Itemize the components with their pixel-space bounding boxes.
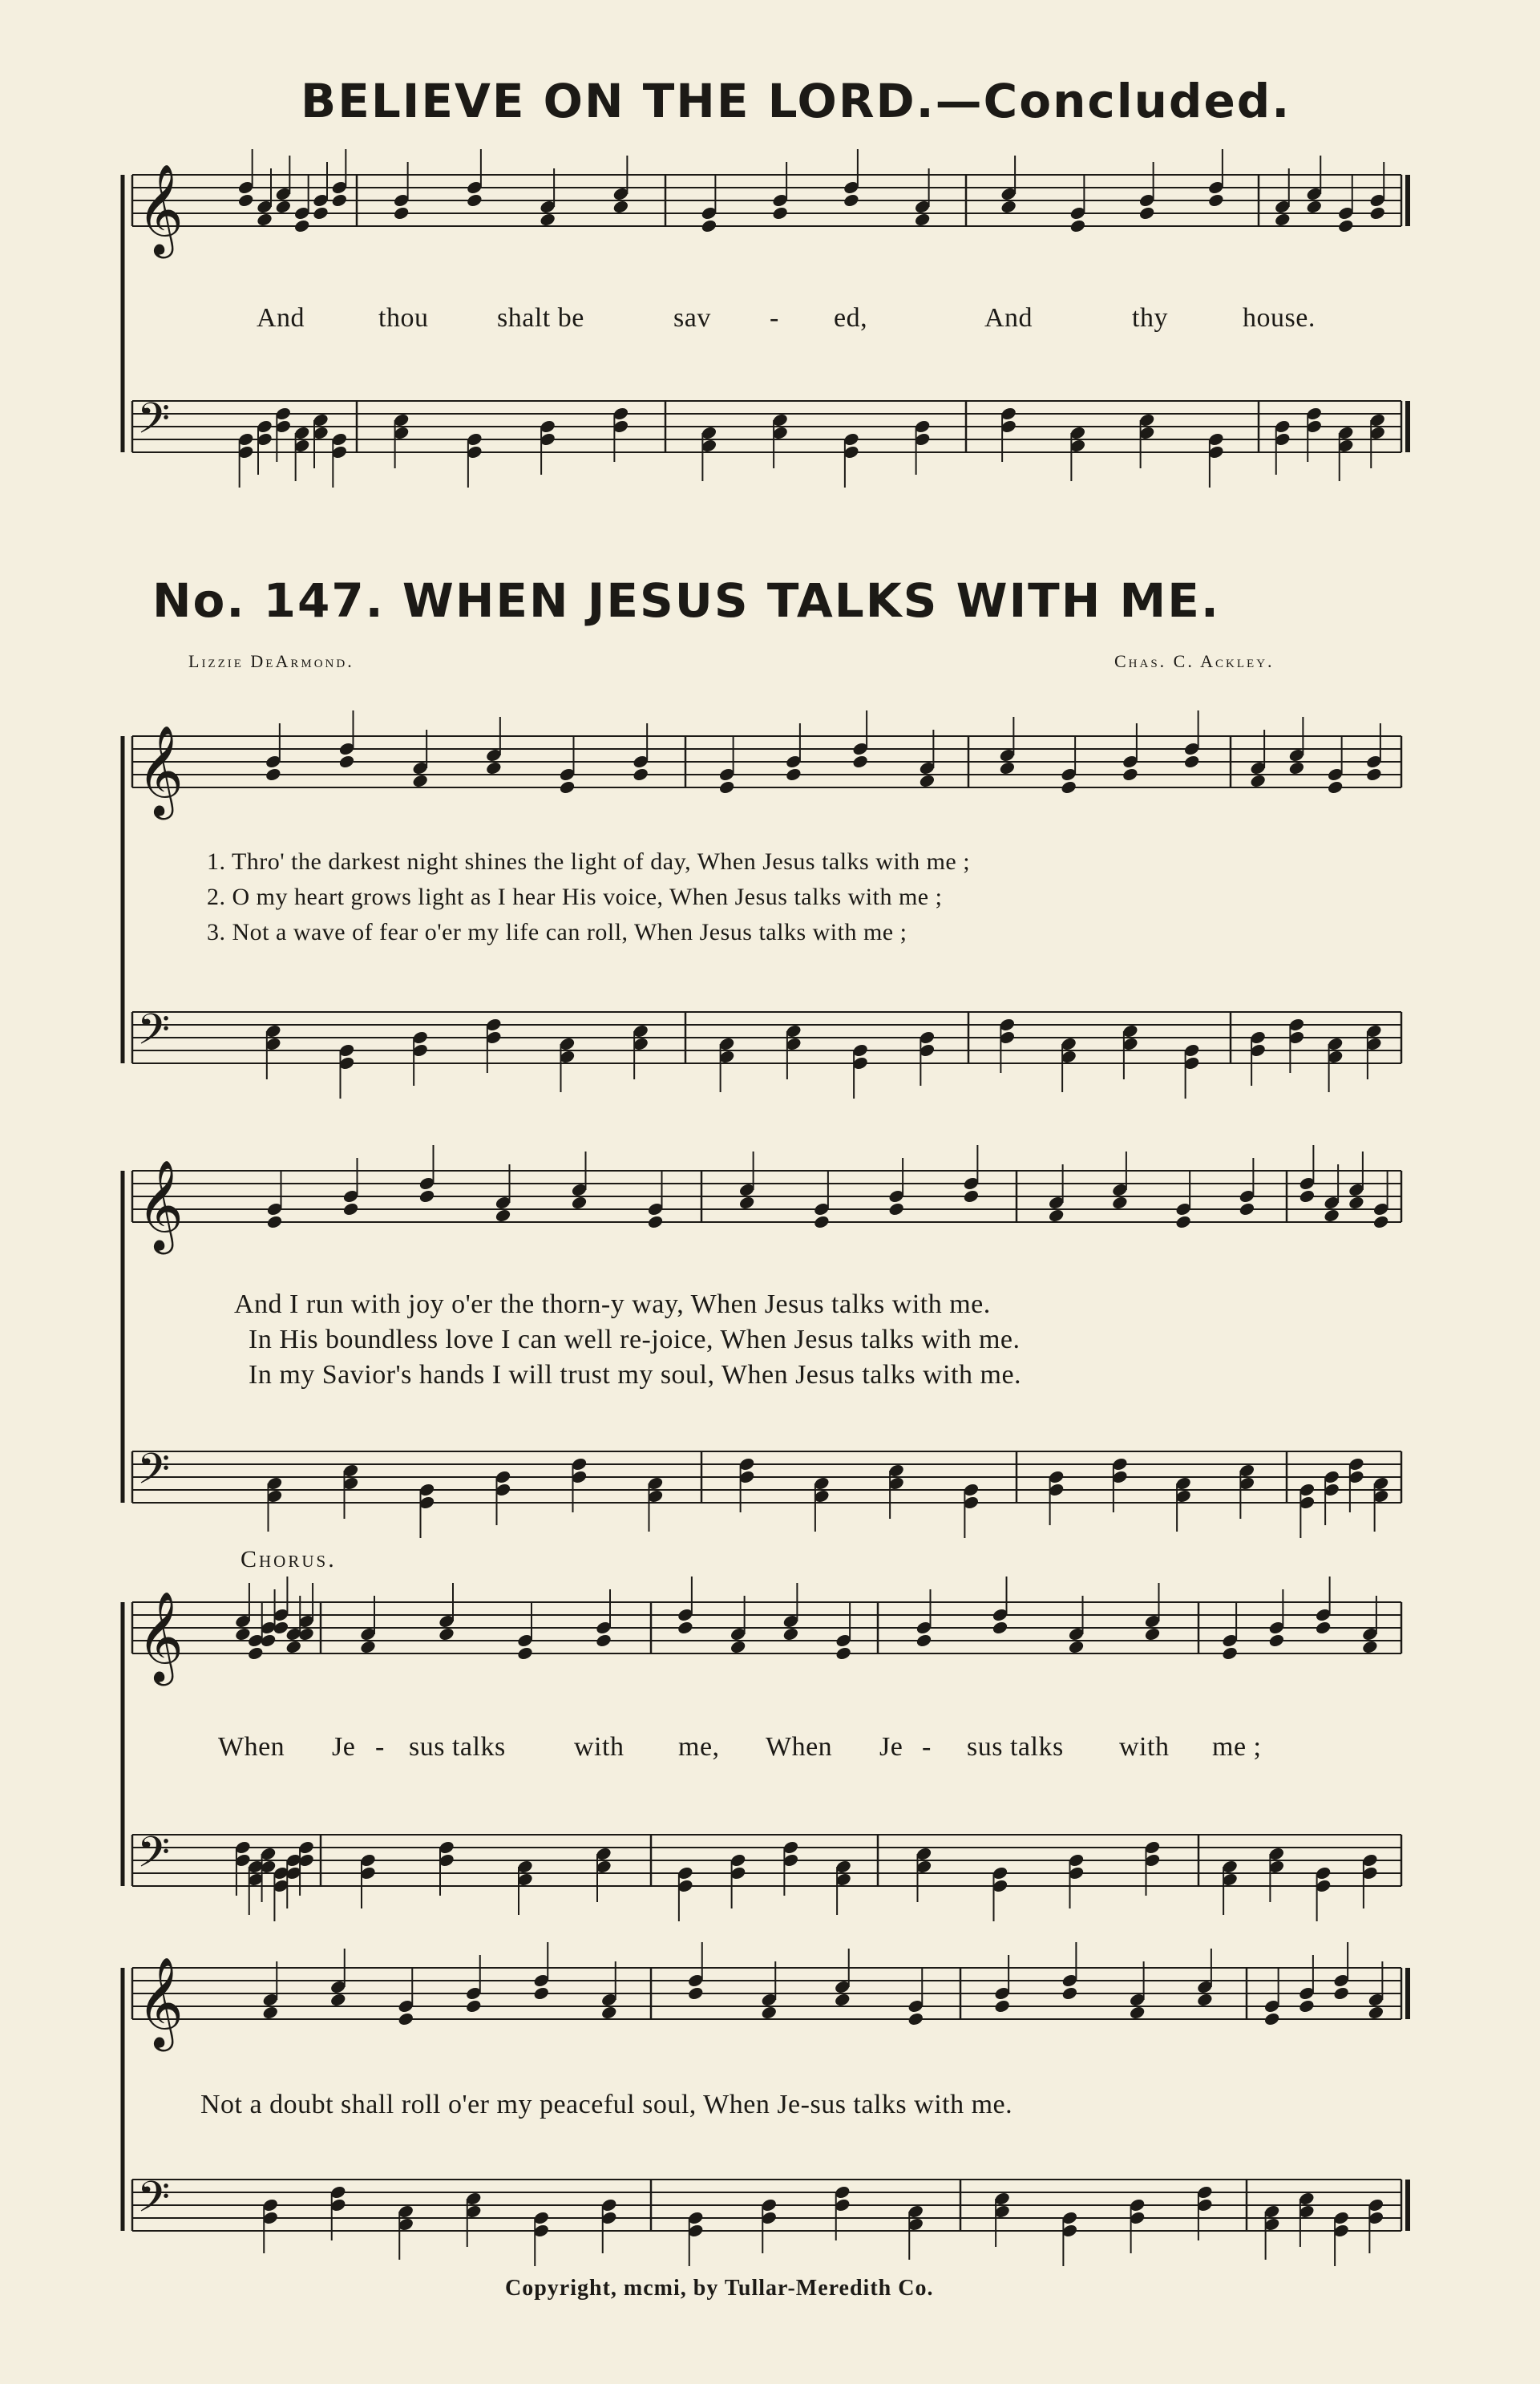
note-head <box>1144 1626 1162 1641</box>
note-head <box>330 192 348 208</box>
note-head <box>1298 1998 1316 2014</box>
note-head <box>1348 1195 1365 1210</box>
note-head <box>359 1639 377 1654</box>
verse-3-line-a: 3. Not a wave of fear o'er my life can roll, When Jesus talks with me ; <box>207 919 907 945</box>
lyric-word: Je <box>879 1732 903 1762</box>
bass-clef-icon: 𝄢 <box>137 2173 171 2232</box>
verse-3-line-b: In my Savior's hands I will trust my soul, When Jesus talks with me. <box>249 1360 1022 1390</box>
chorus-label: Chorus. <box>240 1546 337 1572</box>
note-head <box>532 1985 550 2001</box>
note-head <box>265 767 282 782</box>
note-head <box>918 773 936 788</box>
note-head <box>1138 205 1156 221</box>
continuation-title: BELIEVE ON THE LORD.—Concluded. <box>301 74 1291 128</box>
note-head <box>516 1645 534 1661</box>
note-head <box>632 767 649 782</box>
note-head <box>266 1214 284 1229</box>
note-head <box>559 779 576 795</box>
note-head <box>539 212 556 227</box>
note-head <box>835 1645 852 1661</box>
note-head <box>1323 1208 1340 1223</box>
note-head <box>907 2011 924 2026</box>
note-head <box>338 754 356 769</box>
note-head <box>782 1626 799 1641</box>
note-head <box>256 212 273 227</box>
note-head <box>285 1639 302 1654</box>
treble-clef-icon: 𝄞 <box>137 164 184 255</box>
note-head <box>887 1201 905 1216</box>
note-head <box>916 1633 933 1648</box>
note-head <box>1068 1639 1085 1654</box>
note-head <box>612 199 629 214</box>
note-head <box>465 1998 483 2014</box>
note-head <box>718 779 736 795</box>
lyric-word: - <box>375 1732 385 1762</box>
note-head <box>1267 1633 1285 1648</box>
note-head <box>485 760 503 775</box>
note-head <box>1048 1208 1065 1223</box>
lyricist-credit: Lizzie DeArmond. <box>188 651 354 671</box>
note-head <box>237 192 255 208</box>
lyric-word: me ; <box>1212 1732 1262 1762</box>
note-head <box>730 1639 747 1654</box>
lyric-word: with <box>574 1732 624 1762</box>
note-head <box>700 218 717 233</box>
bass-clef-icon: 𝄢 <box>137 395 171 454</box>
bass-clef-icon: 𝄢 <box>137 1828 171 1888</box>
lyric-word: house. <box>1243 303 1316 333</box>
treble-clef-icon: 𝄞 <box>137 725 184 816</box>
note-head <box>600 2005 618 2020</box>
lyric-word: - <box>770 303 779 333</box>
treble-clef-icon: 𝄞 <box>137 1957 184 2048</box>
note-head <box>1263 2011 1281 2026</box>
note-head <box>293 218 311 233</box>
note-head <box>393 205 410 221</box>
bass-clef-icon: 𝄢 <box>137 1006 171 1065</box>
note-head <box>312 205 329 221</box>
note-head <box>1174 1214 1192 1229</box>
note-head <box>1122 767 1139 782</box>
note-head <box>1365 767 1383 782</box>
note-head <box>595 1633 612 1648</box>
note-head <box>785 767 802 782</box>
verse-1-line-a: 1. Thro' the darkest night shines the light of day, When Jesus talks with me ; <box>207 848 971 875</box>
note-head <box>1287 760 1305 775</box>
note-head <box>677 1620 694 1635</box>
note-head <box>1000 199 1017 214</box>
lyric-word: thy <box>1132 303 1168 333</box>
note-head <box>914 212 932 227</box>
lyric-word: And <box>984 303 1033 333</box>
note-head <box>274 199 292 214</box>
lyric-word: shalt be <box>497 303 584 333</box>
chorus-line-1 <box>0 1732 1540 1764</box>
note-head <box>647 1214 665 1229</box>
note-head <box>1298 1188 1316 1204</box>
lyric-word: When <box>766 1732 833 1762</box>
note-head <box>1372 1214 1390 1229</box>
verse-1-line-b: And I run with joy o'er the thorn-y way, When Jesus talks with me. <box>234 1289 991 1319</box>
note-head <box>1061 1985 1078 2001</box>
copyright-notice: Copyright, mcmi, by Tullar-Meredith Co. <box>505 2276 934 2301</box>
note-head <box>1207 192 1225 208</box>
note-head <box>843 192 860 208</box>
note-head <box>1060 779 1077 795</box>
note-head <box>1249 773 1267 788</box>
note-head <box>813 1214 831 1229</box>
note-head <box>571 1195 588 1210</box>
note-head <box>851 754 869 769</box>
bass-clef-icon: 𝄢 <box>137 1445 171 1504</box>
note-head <box>418 1188 436 1204</box>
continuation-lyric-row <box>0 303 1540 335</box>
lyric-word: sus talks <box>409 1732 506 1762</box>
lyric-word: with <box>1119 1732 1170 1762</box>
note-head <box>1183 754 1201 769</box>
lyric-word: sav <box>673 303 711 333</box>
note-head <box>1221 1645 1239 1661</box>
note-head <box>1367 2005 1384 2020</box>
lyric-word: thou <box>378 303 429 333</box>
lyric-word: me, <box>678 1732 720 1762</box>
note-head <box>687 1985 705 2001</box>
note-head <box>1315 1620 1332 1635</box>
lyric-word: Je <box>332 1732 356 1762</box>
note-head <box>1238 1201 1255 1216</box>
note-head <box>1361 1639 1379 1654</box>
note-head <box>998 760 1016 775</box>
hymn-title: No. 147. WHEN JESUS TALKS WITH ME. <box>152 573 1220 628</box>
lyric-word: ed, <box>834 303 868 333</box>
note-head <box>993 1998 1011 2014</box>
note-head <box>1332 1985 1350 2001</box>
note-head <box>771 205 789 221</box>
note-head <box>329 1992 347 2007</box>
note-head <box>397 2011 414 2026</box>
composer-credit: Chas. C. Ackley. <box>1114 651 1275 671</box>
note-head <box>1129 2005 1146 2020</box>
note-head <box>495 1208 512 1223</box>
note-head <box>992 1620 1009 1635</box>
note-head <box>234 1626 252 1641</box>
note-head <box>1196 1992 1214 2007</box>
note-head <box>1327 779 1344 795</box>
note-head <box>1337 218 1355 233</box>
note-head <box>466 192 483 208</box>
lyric-word: And <box>257 303 305 333</box>
note-head <box>1368 205 1386 221</box>
verse-2-line-a: 2. O my heart grows light as I hear His voice, When Jesus talks with me ; <box>207 884 943 910</box>
lyric-word: When <box>218 1732 285 1762</box>
treble-clef-icon: 𝄞 <box>137 1160 184 1251</box>
note-head <box>1305 199 1323 214</box>
treble-clef-icon: 𝄞 <box>137 1591 184 1682</box>
verse-2-line-b: In His boundless love I can well re-joice, When Jesus talks with me. <box>249 1325 1021 1354</box>
note-head <box>760 2005 778 2020</box>
note-head <box>834 1992 851 2007</box>
chorus-line-2: Not a doubt shall roll o'er my peaceful soul, When Je-sus talks with me. <box>200 2090 1013 2119</box>
note-head <box>1111 1195 1129 1210</box>
note-head <box>247 1645 265 1661</box>
note-head <box>438 1626 455 1641</box>
lyric-word: - <box>922 1732 932 1762</box>
note-head <box>738 1195 756 1210</box>
note-head <box>342 1201 360 1216</box>
lyric-word: sus talks <box>967 1732 1064 1762</box>
note-head <box>1274 212 1291 227</box>
note-head <box>411 773 429 788</box>
note-head <box>261 2005 279 2020</box>
note-head <box>962 1188 980 1204</box>
note-head <box>1069 218 1086 233</box>
